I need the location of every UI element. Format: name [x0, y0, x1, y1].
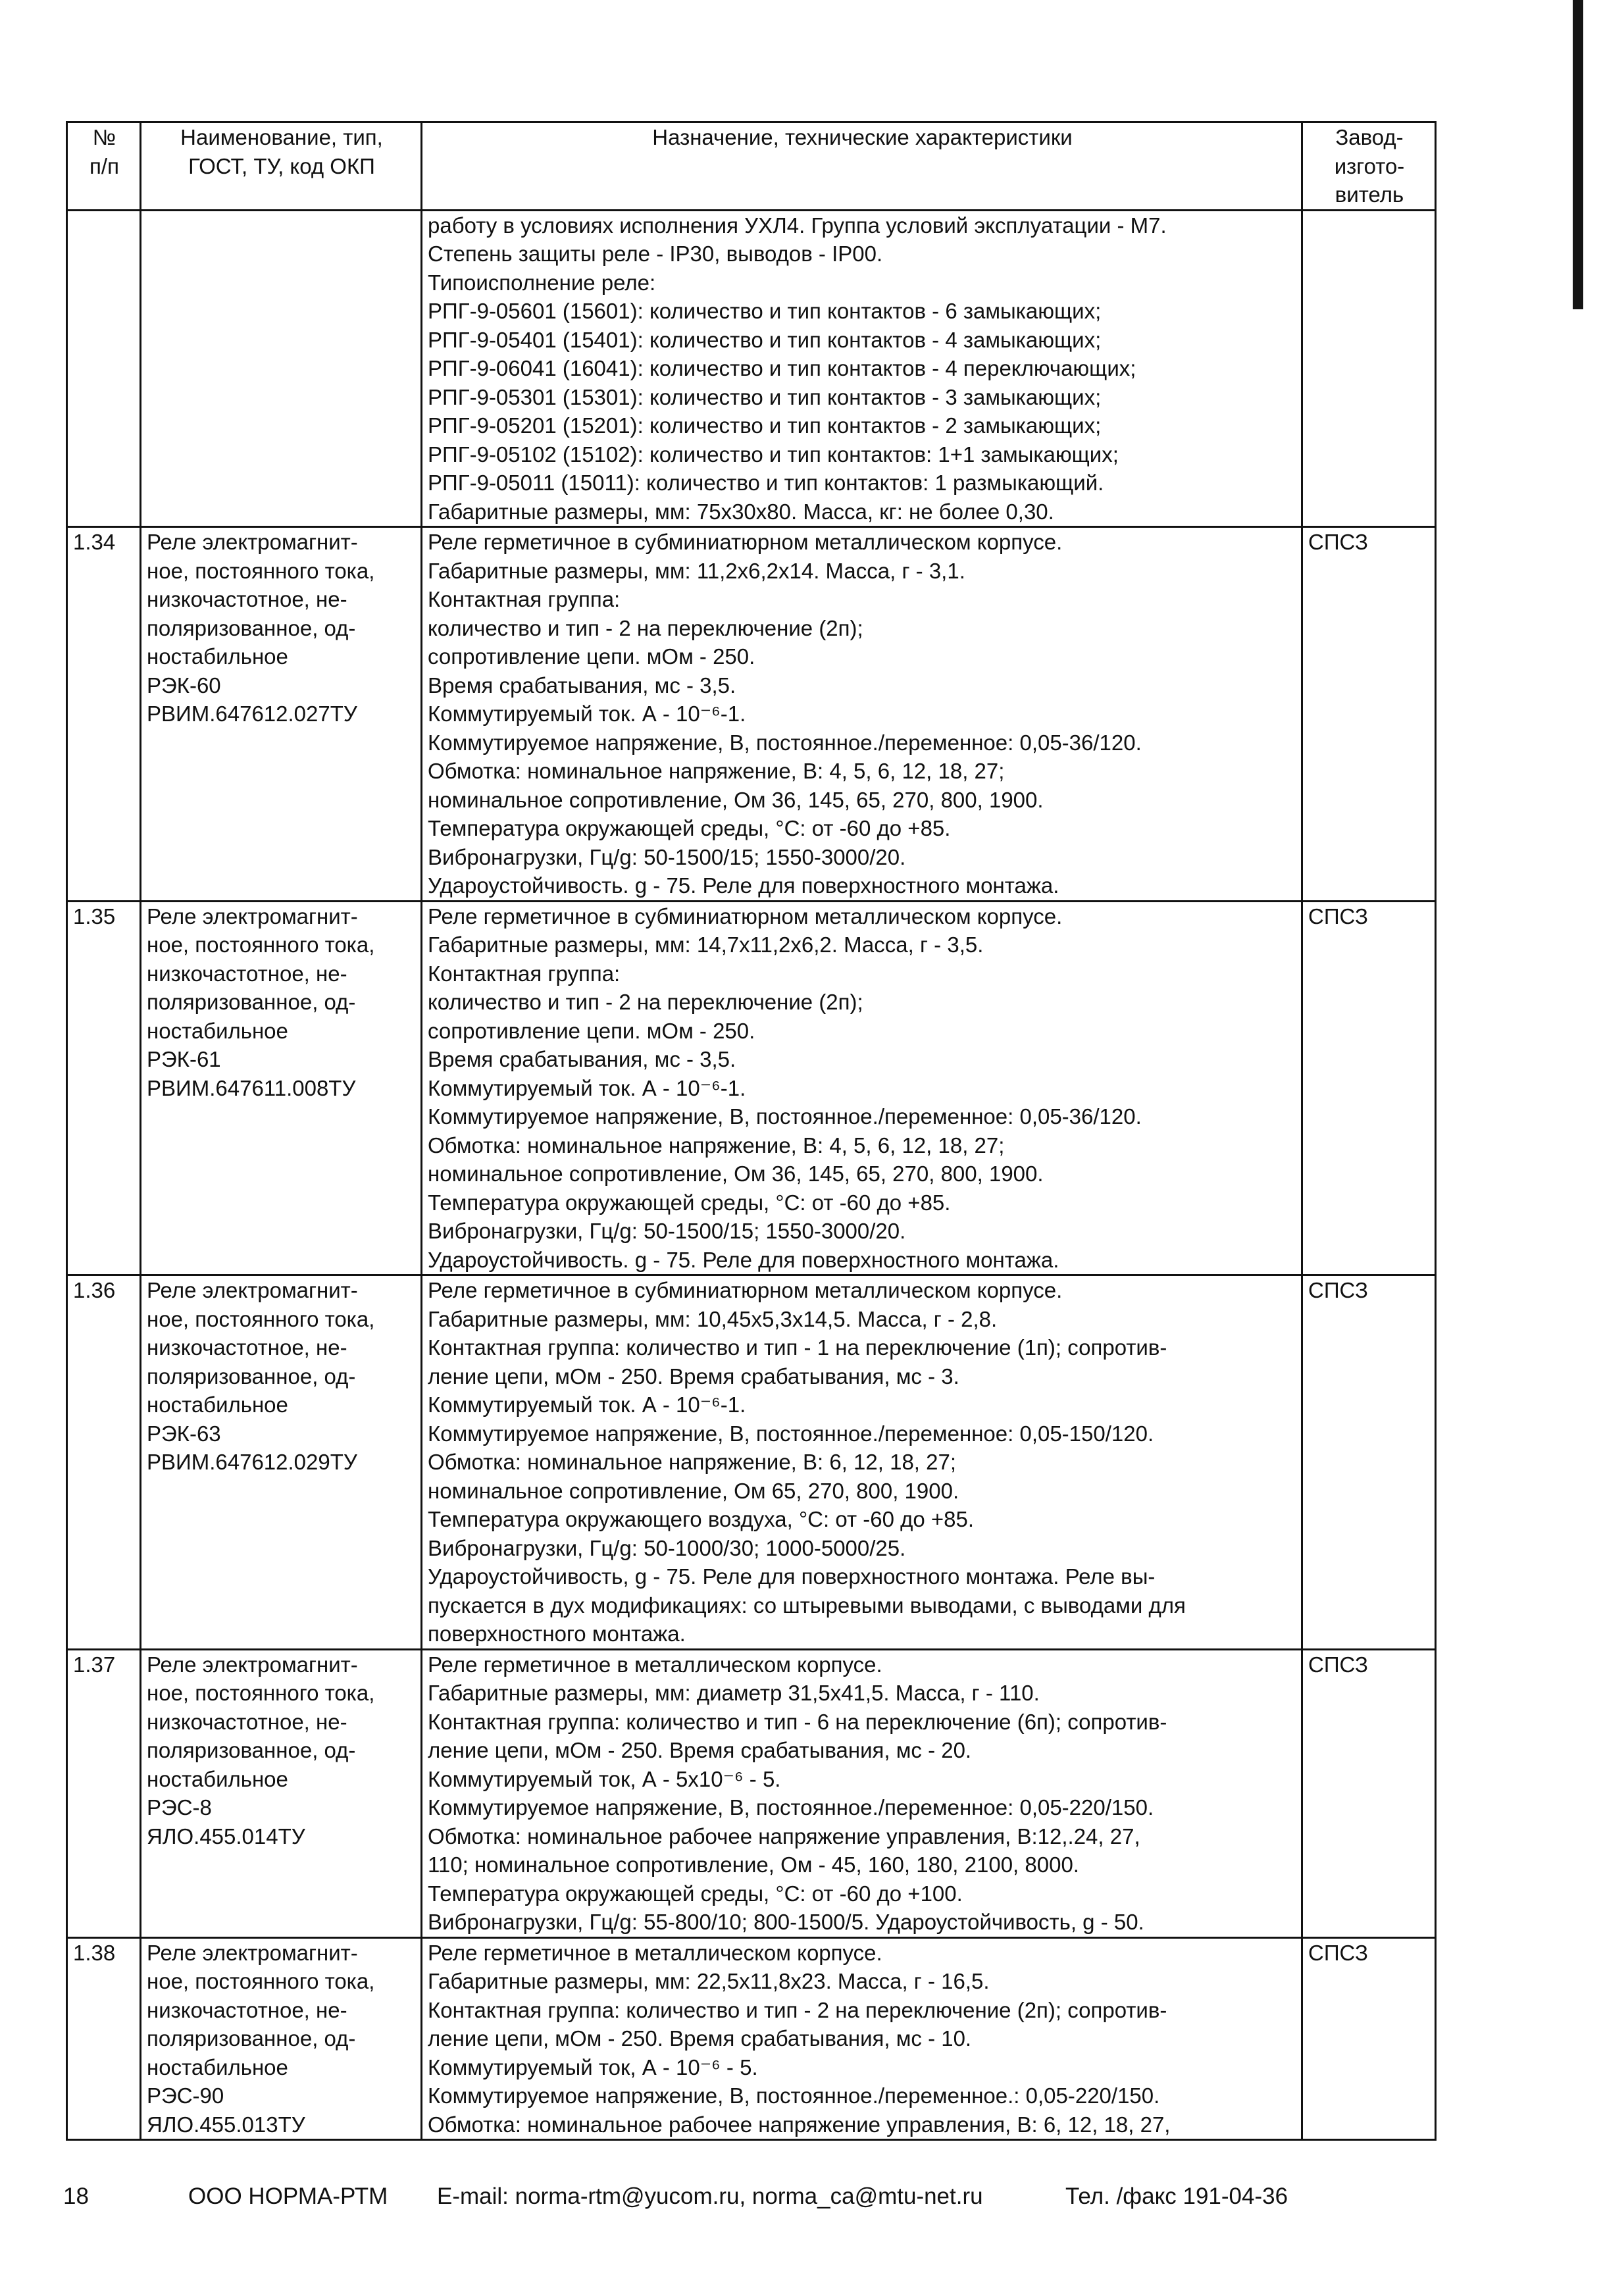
- relay-name-line: ностабильное: [147, 644, 288, 669]
- relay-name-line: ЯЛО.455.013ТУ: [147, 2112, 305, 2137]
- table-row: [67, 1937, 1436, 2140]
- header-manufacturer-line: изгото-: [1334, 153, 1405, 178]
- manufacturer-cell: СПСЗ: [1302, 1275, 1436, 1650]
- relay-description-line: Контактная группа:: [428, 587, 621, 611]
- relay-description-line: Удароустойчивость, g - 75. Реле для поверхностного монтажа. Реле вы-: [428, 1564, 1156, 1589]
- relay-description-cell: [422, 1649, 1302, 1937]
- relay-description-line: Контактная группа: количество и тип - 6 на переключение (6п); сопротив-: [428, 1709, 1167, 1734]
- relay-description-line: Степень защиты реле - IP30, выводов - IP00.: [428, 242, 883, 266]
- relay-description-cell: [422, 210, 1302, 527]
- relay-description-line: РПГ-9-05011 (15011): количество и тип контактов: 1 размыкающий.: [428, 471, 1104, 495]
- relay-name-line: ностабильное: [147, 1392, 288, 1417]
- relay-description-line: Реле герметичное в металлическом корпусе.: [428, 1940, 882, 1965]
- relay-name-line: низкочастотное, не-: [147, 1997, 347, 2022]
- relay-name-line: Реле электромагнит-: [147, 904, 358, 929]
- relay-description-cell: [422, 527, 1302, 902]
- relay-description-line: 110; номинальное сопротивление, Ом - 45, 160, 180, 2100, 8000.: [428, 1852, 1079, 1877]
- relay-name-line: ностабильное: [147, 1766, 288, 1791]
- relay-description-line: Реле герметичное в субминиатюрном металлическом корпусе.: [428, 530, 1063, 554]
- manufacturer-cell: СПСЗ: [1302, 901, 1436, 1275]
- relay-name-line: Реле электромагнит-: [147, 1278, 358, 1302]
- row-number: 1.34: [67, 527, 141, 902]
- relay-description-line: сопротивление цепи. мОм - 250.: [428, 1018, 755, 1043]
- relay-description-line: Контактная группа: количество и тип - 2 на переключение (2п); сопротив-: [428, 1997, 1167, 2022]
- relay-description-line: РПГ-9-05201 (15201): количество и тип контактов - 2 замыкающих;: [428, 413, 1102, 438]
- relay-description-line: РПГ-9-05401 (15401): количество и тип контактов - 4 замыкающих;: [428, 327, 1102, 352]
- relay-name-line: ное, постоянного тока,: [147, 1969, 375, 1993]
- relay-name-line: ное, постоянного тока,: [147, 1306, 375, 1331]
- relay-description-line: Время срабатывания, мс - 3,5.: [428, 1047, 736, 1071]
- relay-name-line: Реле электромагнит-: [147, 530, 358, 554]
- relay-name-cell: [141, 210, 422, 527]
- relay-name-line: РВИМ.647612.027ТУ: [147, 702, 357, 726]
- relay-name-line: РВИМ.647612.029ТУ: [147, 1450, 357, 1474]
- relay-description-line: Габаритные размеры, мм: 10,45х5,3х14,5. Масса, г - 2,8.: [428, 1306, 998, 1331]
- relay-description-line: номинальное сопротивление, Ом 36, 145, 65, 270, 800, 1900.: [428, 787, 1044, 812]
- scan-edge-bar: [1573, 0, 1583, 309]
- relay-description-line: ление цепи, мОм - 250. Время срабатывания, мс - 20.: [428, 1738, 972, 1762]
- relay-description-line: РПГ-9-05102 (15102): количество и тип контактов: 1+1 замыкающих;: [428, 442, 1119, 467]
- relay-description-line: РПГ-9-05301 (15301): количество и тип контактов - 3 замыкающих;: [428, 384, 1102, 409]
- relay-description-line: Реле герметичное в субминиатюрном металлическом корпусе.: [428, 1278, 1063, 1302]
- relay-description-line: Вибронагрузки, Гц/g: 50-1000/30; 1000-5000/25.: [428, 1535, 906, 1560]
- header-name-line: ГОСТ, ТУ, код ОКП: [188, 153, 375, 178]
- relay-name-cell: [141, 901, 422, 1275]
- relay-name-cell: [141, 1937, 422, 2140]
- relay-name-line: поляризованное, од-: [147, 990, 356, 1014]
- relay-name-line: РЭК-63: [147, 1421, 221, 1446]
- manufacturer-cell: [1302, 210, 1436, 527]
- relay-description-cell: [422, 1275, 1302, 1650]
- table-header-row: [67, 122, 1436, 211]
- relay-description-line: Коммутируемое напряжение, В, постоянное./переменное: 0,05-220/150.: [428, 1795, 1154, 1820]
- header-name-line: Наименование, тип,: [180, 125, 383, 149]
- row-number: 1.38: [67, 1937, 141, 2140]
- relay-description-line: Температура окружающей среды, °С: от -60 до +85.: [428, 816, 951, 840]
- relay-name-line: Реле электромагнит-: [147, 1940, 358, 1965]
- contact-email: E-mail: norma-rtm@yucom.ru, norma_ca@mtu-net.ru: [437, 2183, 983, 2209]
- header-num-line: №: [92, 125, 116, 149]
- relay-description-line: Коммутируемое напряжение, В, постоянное./переменное: 0,05-36/120.: [428, 730, 1142, 755]
- relay-description-line: ление цепи, мОм - 250. Время срабатывания, мс - 3.: [428, 1364, 959, 1389]
- relay-description-line: поверхностного монтажа.: [428, 1621, 686, 1646]
- relay-description-line: Контактная группа: количество и тип - 1 на переключение (1п); сопротив-: [428, 1335, 1167, 1360]
- relay-description-line: Коммутируемое напряжение, В, постоянное./переменное: 0,05-36/120.: [428, 1104, 1142, 1129]
- relay-name-line: низкочастотное, не-: [147, 587, 347, 611]
- relay-name-line: Реле электромагнит-: [147, 1652, 358, 1677]
- relay-description-line: РПГ-9-06041 (16041): количество и тип контактов - 4 переключающих;: [428, 356, 1136, 380]
- manufacturer-cell: СПСЗ: [1302, 527, 1436, 902]
- relay-name-cell: [141, 527, 422, 902]
- relay-description-line: Коммутируемый ток. А - 10⁻⁶-1.: [428, 1075, 746, 1100]
- header-description: [422, 122, 1302, 211]
- relay-description-line: Габаритные размеры, мм: 14,7х11,2х6,2. Масса, г - 3,5.: [428, 932, 984, 957]
- relay-description-line: Коммутируемый ток. А - 10⁻⁶-1.: [428, 1392, 746, 1417]
- table-body: [67, 210, 1436, 2140]
- relay-description-line: Коммутируемый ток, А - 5х10⁻⁶ - 5.: [428, 1766, 781, 1791]
- relay-description-line: Контактная группа:: [428, 961, 621, 986]
- relay-description-line: Габаритные размеры, мм: 22,5х11,8х23. Масса, г - 16,5.: [428, 1969, 990, 1993]
- relay-description-line: Температура окружающей среды, °С: от -60 до +85.: [428, 1190, 951, 1215]
- relay-name-line: ное, постоянного тока,: [147, 932, 375, 957]
- relay-description-line: Габаритные размеры, мм: 11,2х6,2х14. Масса, г - 3,1.: [428, 558, 965, 583]
- table-row: [67, 1649, 1436, 1937]
- table-row: [67, 527, 1436, 902]
- relay-description-line: Обмотка: номинальное напряжение, В: 4, 5, 6, 12, 18, 27;: [428, 1133, 1005, 1158]
- relay-description-line: ление цепи, мОм - 250. Время срабатывания, мс - 10.: [428, 2026, 972, 2051]
- relay-description-line: Коммутируемый ток. А - 10⁻⁶-1.: [428, 702, 746, 726]
- relay-description-line: номинальное сопротивление, Ом 65, 270, 800, 1900.: [428, 1478, 959, 1503]
- relay-catalog-table: [66, 121, 1437, 2141]
- relay-description-cell: [422, 1937, 1302, 2140]
- relay-name-line: поляризованное, од-: [147, 1738, 356, 1762]
- relay-description-line: количество и тип - 2 на переключение (2п);: [428, 615, 863, 640]
- header-manufacturer: [1302, 122, 1436, 211]
- relay-name-line: поляризованное, од-: [147, 2026, 356, 2051]
- header-num: [67, 122, 141, 211]
- relay-description-line: пускается в дух модификациях: со штыревыми выводами, с выводами для: [428, 1593, 1186, 1618]
- relay-name-line: ностабильное: [147, 2054, 288, 2079]
- relay-description-line: Время срабатывания, мс - 3,5.: [428, 673, 736, 698]
- row-number: 1.35: [67, 901, 141, 1275]
- table-row: [67, 210, 1436, 527]
- relay-description-line: Обмотка: номинальное рабочее напряжение управления, В: 6, 12, 18, 27,: [428, 2112, 1171, 2137]
- relay-description-line: Температура окружающего воздуха, °С: от -60 до +85.: [428, 1507, 975, 1531]
- row-number: 1.36: [67, 1275, 141, 1650]
- manufacturer-cell: СПСЗ: [1302, 1649, 1436, 1937]
- relay-description-line: Вибронагрузки, Гц/g: 50-1500/15; 1550-3000/20.: [428, 1219, 906, 1243]
- relay-description-line: Коммутируемое напряжение, В, постоянное./переменное.: 0,05-220/150.: [428, 2083, 1160, 2108]
- table-row: [67, 1275, 1436, 1650]
- relay-description-line: Габаритные размеры, мм: 75х30х80. Масса, кг: не более 0,30.: [428, 499, 1054, 524]
- relay-name-line: поляризованное, од-: [147, 1364, 356, 1389]
- header-num-line: п/п: [89, 153, 119, 178]
- relay-name-line: ное, постоянного тока,: [147, 1681, 375, 1705]
- relay-name-line: ное, постоянного тока,: [147, 558, 375, 583]
- relay-description-line: Типоисполнение реле:: [428, 270, 656, 295]
- relay-description-line: сопротивление цепи. мОм - 250.: [428, 644, 755, 669]
- relay-name-line: РЭК-61: [147, 1047, 221, 1071]
- relay-description-line: Коммутируемый ток, А - 10⁻⁶ - 5.: [428, 2054, 758, 2079]
- relay-description-line: Обмотка: номинальное напряжение, В: 6, 12, 18, 27;: [428, 1450, 957, 1474]
- relay-name-line: низкочастотное, не-: [147, 1709, 347, 1734]
- relay-description-line: работу в условиях исполнения УХЛ4. Группа условий эксплуатации - М7.: [428, 213, 1167, 238]
- relay-description-line: Удароустойчивость. g - 75. Реле для поверхностного монтажа.: [428, 1247, 1059, 1272]
- relay-name-line: ностабильное: [147, 1018, 288, 1043]
- relay-description-line: количество и тип - 2 на переключение (2п);: [428, 990, 863, 1014]
- table-row: [67, 901, 1436, 1275]
- relay-description-line: Реле герметичное в металлическом корпусе.: [428, 1652, 882, 1677]
- relay-name-line: низкочастотное, не-: [147, 961, 347, 986]
- page-footer: [63, 2180, 1445, 2213]
- relay-name-line: ЯЛО.455.014ТУ: [147, 1824, 305, 1849]
- relay-name-line: РВИМ.647611.008ТУ: [147, 1075, 356, 1100]
- header-manufacturer-line: витель: [1335, 182, 1404, 207]
- relay-description-line: Габаритные размеры, мм: диаметр 31,5х41,5. Масса, г - 110.: [428, 1681, 1040, 1705]
- relay-description-line: Обмотка: номинальное напряжение, В: 4, 5, 6, 12, 18, 27;: [428, 759, 1005, 783]
- page-number: 18: [63, 2183, 89, 2209]
- relay-description-line: РПГ-9-05601 (15601): количество и тип контактов - 6 замыкающих;: [428, 299, 1102, 323]
- relay-description-line: Коммутируемое напряжение, В, постоянное./переменное: 0,05-150/120.: [428, 1421, 1154, 1446]
- row-number: 1.37: [67, 1649, 141, 1937]
- row-number: [67, 210, 141, 527]
- relay-description-line: номинальное сопротивление, Ом 36, 145, 65, 270, 800, 1900.: [428, 1161, 1044, 1186]
- relay-description-line: Вибронагрузки, Гц/g: 50-1500/15; 1550-3000/20.: [428, 844, 906, 869]
- relay-name-line: поляризованное, од-: [147, 615, 356, 640]
- manufacturer-cell: СПСЗ: [1302, 1937, 1436, 2140]
- relay-description-cell: [422, 901, 1302, 1275]
- header-manufacturer-line: Завод-: [1335, 125, 1404, 149]
- relay-description-line: Реле герметичное в субминиатюрном металлическом корпусе.: [428, 904, 1063, 929]
- relay-description-line: Удароустойчивость. g - 75. Реле для поверхностного монтажа.: [428, 873, 1059, 898]
- relay-description-line: Обмотка: номинальное рабочее напряжение управления, В:12,.24, 27,: [428, 1824, 1140, 1849]
- relay-name-line: РЭК-60: [147, 673, 221, 698]
- header-name: [141, 122, 422, 211]
- company-name: ООО НОРМА-РТМ: [188, 2183, 388, 2209]
- relay-description-line: Вибронагрузки, Гц/g: 55-800/10; 800-1500/5. Удароустойчивость, g - 50.: [428, 1910, 1144, 1934]
- relay-description-line: Температура окружающей среды, °С: от -60 до +100.: [428, 1881, 963, 1906]
- relay-name-cell: [141, 1275, 422, 1650]
- contact-phone: Тел. /факс 191-04-36: [1065, 2183, 1288, 2209]
- header-description-line: Назначение, технические характеристики: [652, 125, 1073, 149]
- relay-name-line: РЭС-90: [147, 2083, 224, 2108]
- relay-name-line: низкочастотное, не-: [147, 1335, 347, 1360]
- relay-name-line: РЭС-8: [147, 1795, 212, 1820]
- relay-name-cell: [141, 1649, 422, 1937]
